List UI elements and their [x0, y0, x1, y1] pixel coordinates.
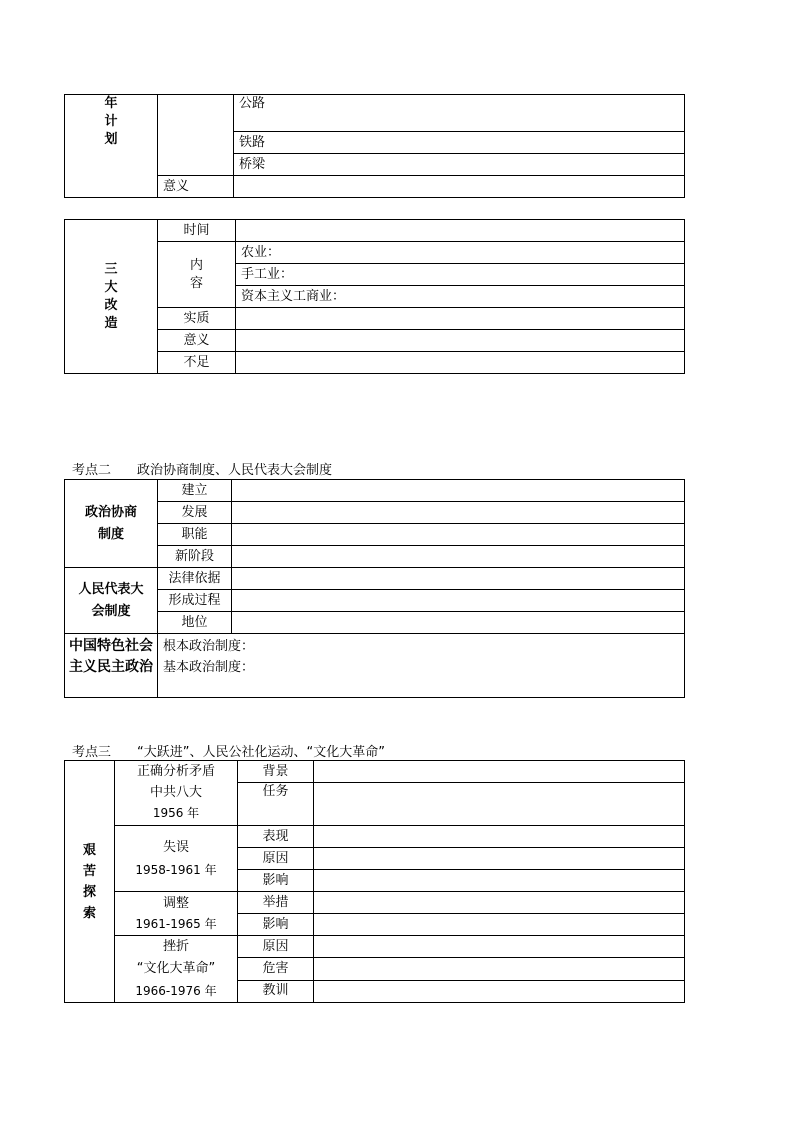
- setback-cell: 挫折 “文化大革命” 1966-1976 年: [115, 936, 238, 1003]
- harm-answer: [314, 958, 685, 980]
- manifestation-answer: [314, 826, 685, 848]
- significance-answer: [234, 176, 685, 198]
- cppcc-new-stage-answer: [232, 546, 685, 568]
- capitalist-commerce-cell: 资本主义工商业：: [236, 286, 685, 308]
- exploration-label: 艰 苦 探 索: [65, 761, 115, 1003]
- three-reforms-label: 三 大 改 造: [65, 220, 158, 374]
- cppcc-establish-answer: [232, 480, 685, 502]
- exploration-table: [64, 760, 685, 1003]
- bridge-cell: 桥梁: [234, 154, 685, 176]
- cppcc-label: 政治协商制度: [65, 480, 158, 568]
- background-label: 背景: [238, 761, 314, 783]
- time-label: 时间: [158, 220, 236, 242]
- setback-cause-answer: [314, 936, 685, 958]
- adjustment-impact-label: 影响: [238, 914, 314, 936]
- lessons-answer: [314, 980, 685, 1002]
- npc-formation-label: 形成过程: [158, 590, 232, 612]
- cppcc-establish-label: 建立: [158, 480, 232, 502]
- three-reforms-table: [64, 219, 685, 374]
- task-label: 任务: [238, 783, 314, 826]
- mistake-impact-label: 影响: [238, 870, 314, 892]
- mistakes-cell: 失误 1958-1961 年: [115, 826, 238, 892]
- democracy-answer: [158, 634, 685, 698]
- task-answer: [314, 783, 685, 826]
- five-year-plan-label: 年 计 划: [65, 95, 158, 198]
- essence-label: 实质: [158, 308, 236, 330]
- section3-heading: 考点三 “大跃进”、人民公社化运动、“文化大革命”: [72, 745, 385, 760]
- fundamental-system-line: 根本政治制度：: [163, 639, 255, 654]
- adjustment-cell: 调整 1961-1965 年: [115, 892, 238, 936]
- mistake-cause-label: 原因: [238, 848, 314, 870]
- construction-empty-cell: [158, 95, 234, 176]
- measures-label: 举措: [238, 892, 314, 914]
- npc-label: 人民代表大会制度: [65, 568, 158, 634]
- essence-answer: [236, 308, 685, 330]
- adjustment-impact-answer: [314, 914, 685, 936]
- npc-legal-basis-answer: [232, 568, 685, 590]
- cppcc-development-label: 发展: [158, 502, 232, 524]
- npc-formation-answer: [232, 590, 685, 612]
- significance-label: 意义: [158, 176, 234, 198]
- section2-heading: 考点二 政治协商制度、人民代表大会制度: [72, 463, 333, 478]
- eighth-congress-cell: 正确分析矛盾 中共八大 1956 年: [115, 761, 238, 826]
- cppcc-function-answer: [232, 524, 685, 546]
- five-year-plan-table: [64, 94, 685, 198]
- measures-answer: [314, 892, 685, 914]
- basic-system-line: 基本政治制度：: [163, 660, 255, 675]
- cppcc-development-answer: [232, 502, 685, 524]
- highway-cell: 公路: [234, 95, 685, 132]
- time-answer: [236, 220, 685, 242]
- agriculture-cell: 农业：: [236, 242, 685, 264]
- cppcc-new-stage-label: 新阶段: [158, 546, 232, 568]
- shortcoming-label: 不足: [158, 352, 236, 374]
- mistake-impact-answer: [314, 870, 685, 892]
- manifestation-label: 表现: [238, 826, 314, 848]
- harm-label: 危害: [238, 958, 314, 980]
- democracy-label: 中国特色社会主义民主政治: [65, 634, 158, 698]
- political-system-table: [64, 479, 685, 698]
- reform-significance-answer: [236, 330, 685, 352]
- npc-legal-basis-label: 法律依据: [158, 568, 232, 590]
- mistake-cause-answer: [314, 848, 685, 870]
- railway-cell: 铁路: [234, 132, 685, 154]
- npc-status-answer: [232, 612, 685, 634]
- content-label: 内 容: [158, 242, 236, 308]
- npc-status-label: 地位: [158, 612, 232, 634]
- lessons-label: 教训: [238, 980, 314, 1002]
- setback-cause-label: 原因: [238, 936, 314, 958]
- cppcc-function-label: 职能: [158, 524, 232, 546]
- background-answer: [314, 761, 685, 783]
- reform-significance-label: 意义: [158, 330, 236, 352]
- handicraft-cell: 手工业：: [236, 264, 685, 286]
- shortcoming-answer: [236, 352, 685, 374]
